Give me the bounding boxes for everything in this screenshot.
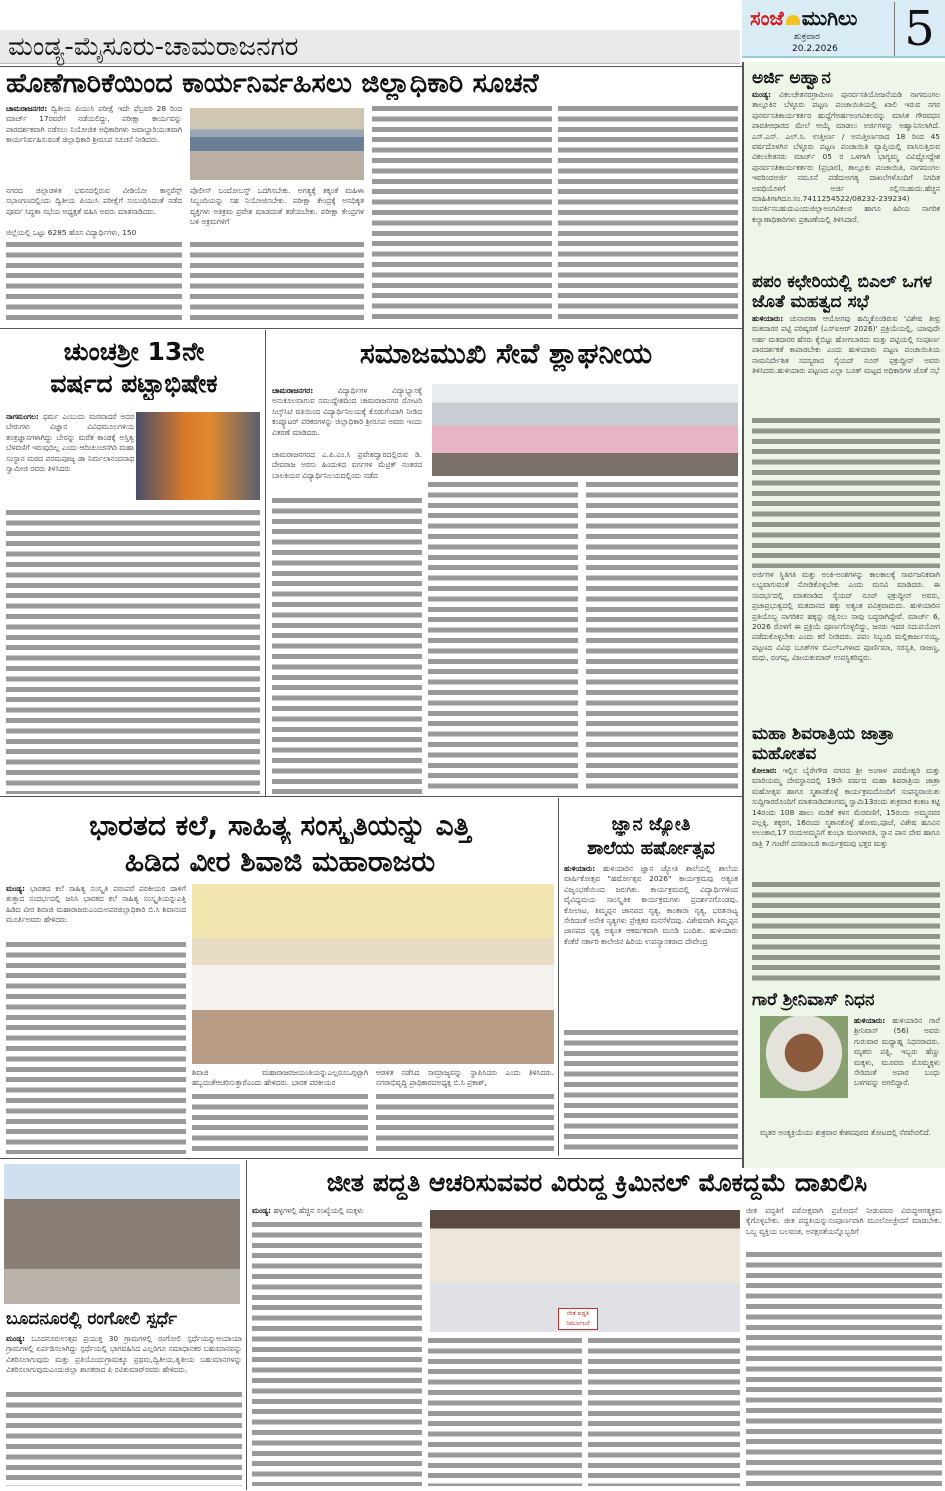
divider [558, 798, 559, 1156]
article-text-block [6, 508, 260, 794]
page-number: 5 [894, 2, 944, 56]
dateline: ನಾಗಮಂಗಲ: [6, 412, 39, 421]
headline-pattabhisheka-line2: ವರ್ಷದ ಪಟ್ಟಾಭಿಷೇಕ [50, 369, 218, 398]
sidebar-text-block [752, 880, 940, 984]
sidebar-appeal-text: ಮಂಡ್ಯ: ವಿಕಲಚೇತನರಗ್ರಾಮೀಣ ಪುನರ್ವಸತಿಯೋಜನೆಯಡಿ ನಾಗಮಂಗಲ ತಾಲ್ಲೂಕಿನ ಬೆಳ್ಳೂರು ಪಟ್ಟಣ ಪಂಚಾಯಿತಿಯಲ್ಲಿ ಖಾಲಿ ಇರುವ ನಗರ ಪುನರ್ವಸತಿಕಾರ್ಯಕರ್ತರ ಹುದ್ದೆಗೆಅರ್ಹಅಂಗವಿಕಲರನ್ನು ಮಾಸಿಕ ಗೌರವಧನ ಪಾವತಿಆಧಾರದ ಮೇಲೆ ಆಯ್ಕೆ ಮಾಡಲು ಅರ್ಜಿಗಳನ್ನು ಅಹ್ವಾನಿಸಲಾಗಿದೆ. ಎಸ್.ಎಸ್. ಎಲ್.ಸಿ. ಉತ್ತೀರ್ಣ / ಅನುತ್ತೀರ್ಣರಾದ 18 ರಿಂದ 45 ವರ್ಷದೊಳಗಿನ ಬೆಳ್ಳೂರು ಪಟ್ಟಣ ಪಂಚಾಯಿತಿ ವ್ಯಾಪ್ತಿಯಲ್ಲಿ ವಾಸಿಸುತ್ತಿರುವ ವಿಕಲಚೇತನರು ಮಾರ್ಚ್ 05 ರ ಒಳಗಾಗಿ ಭಾಗ್ಯಮ್ಮ ವಿವಿಧ್ಧೋದ್ದೇಶ ಪುನರ್ವಸತಿಕಾರ್ಯಕರ್ತರು (ಪ್ರಭಾರ), ತಾಲ್ಲೂಕು ಪಂಚಾಯಿತಿ, ನಾಗಮಂಗಲ ಇವರಿಂದಅರ್ಜಿ ನಮೂನೆ ಪಡೆದುಅಗತ್ಯ ದಾಖಲೆಗಳೊಂದಿಗೆ ನಿಗದಿತ ಅವಧಿಯೊಳಗೆ ಅರ್ಜಿ ಸಲ್ಲಿಸಬಹುದು.ಹೆಚ್ಚಿನ ಮಾಹಿತಿಗಾಗಿದೂ.ಸಂ.7411254522/08232-239234) ಸಂಪರ್ಕಿಸಬಹುದುಎಂದುಜಿಲ್ಲಾಅಂಗವಿಕಲರ ಹಾಗೂ ಹಿರಿಯ ನಾಗರಿಕ ಕಲ್ಯಾಣಾಧಿಕಾರಿಗಳು ಪ್ರಕಟಣೆಯಲ್ಲಿ ತಿಳಿಸಿದಾರೆ. [752, 90, 940, 224]
event-banner-text: ಜೀತ ಪದ್ಧತಿ ನಿರ್ಮೂಲನೆ [558, 1308, 598, 1330]
divider [0, 328, 742, 329]
article-text-block [558, 104, 738, 324]
dateline: ಮಂಡ್ಯ: [6, 1334, 25, 1343]
sidebar-shivaratri-text: ಕೋಲಾರ: ಇಲ್ಲಿನ ಬೈರೇಗೌಡ ನಗರದ ಶ್ರೀ ಅಂಗಾಳ ಪರಮೇಶ್ವರಿ ಮತ್ತು ಮಾರಿಯಮ್ಮ ದೇವಸ್ಥಾನದಲ್ಲಿ 19ನೇ ವರ್ಷದ ಮಹಾ ಶಿವರಾತ್ರಿಯ ಜಾತ್ರಾ ಮಹೋತ್ಸವ ಹಾಗೂ ಸ್ಮಶಾನಕೊಳ್ಳೆ ಕಾರ್ಯಕ್ರಮದೊಂದಿಗೆ ಸಂಪನ್ನವಾಯಿತು ಸುದ್ದಿಗಾರರೊಂದಿಗೆ ಮಾತನಾಡಿದತಂಗಮ್ಮ ಸ್ವಾಮಿ13ರಂದು ಶುಕ್ರವಾರ ಕಂಕಣ ಕಟ್ಟಿ 14ರಂದು 108 ಹಾಲು ಮಡಿಕೆ ಕಳಸ ಮೆರವಣಿಗೆ, 15ರಂದು ಅಮ್ಮನವರ ಪಲ್ಲಕ್ಕಿ, ತಕ್ಕರಗ, 16ರಂದು ಸ್ಮಶಾನಕೊಳ್ಳೆ ಹೋಮ,ಪೂಜೆ, ವಿಶೇಷ ಹೂವಿನ ಅಲಂಕಾರ,17 ರಂದುಅಮ್ಮನಿಗೆ ಕುಂಭಾ ಮಂಗಳಾರತಿ, ಸ್ನಾನ ಪಾನ ದೇವ ಹಾಗೂ ರಾತ್ರಿ 7 ಗಂಟೆಗೆ ದಸವಾಂಬರಿ ಕಾರ್ಯಕ್ರಮವು ಭಕ್ತರ ಮತ್ತು [752, 766, 940, 848]
sun-palm-icon [786, 15, 800, 25]
article-text-block [6, 940, 186, 1154]
headline-service: ಸಮಾಜಮುಖಿ ಸೇವೆ ಶ್ಲಾಘನೀಯ [359, 337, 653, 370]
article-bonded-labour-col3: ಜೀತ ಪದ್ಧತಿಗೆ ಪರೋಕ್ಷವಾಗಿ ಪ್ರಚೋದನೆ ನೀಡುವವರ ವಿರುದ್ಧಆಗತ್ಯಕ್ರಮ ಕೈಗೊಳ್ಳಬೇಕು. ಜೀತ ಪದ್ಧತಿಯನ್ನುಸಂಪೂರ್ಣವಾಗಿ ಮೂಲೋಚ್ಛೇದನೆ ಮಾಡಬೇಕು. ಒಬ್ಬ ವ್ಯಕ್ತಿಯ ಬಲವಂತ, ಅನಕ್ಷರತೆಯನ್ನೊಬ್ಬರಿಗೆ [746, 1206, 942, 1236]
sidebar-headline-appeal: ಅರ್ಜಿ ಅಹ್ವಾನ [752, 68, 831, 88]
article-text-block [272, 496, 422, 794]
sidebar-bla-meeting-text2: ಅರ್ಜಿಗಳ ಸ್ಥಿತಿಗತಿ ಮತ್ತು ಅಂಕಿ-ಅಂಶಗಳನ್ನು ಕಾಲಕಾಲಕ್ಕೆ ಸಾರ್ವಜನಿಕವಾಗಿ ಲಭ್ಯವಾಗುವಂತೆ ನೋಡಿಕೊಳ್ಳಬೇಕು ಎಂದು ಮನವಿ ಮಾಡಿದರು. ಈ ಸಂದರ್ಭದಲ್ಲಿ ಮಾತನಾಡಿದ ಸೈಯದ್ ನೂರ್ ಫಕ್ರುದ್ದೀನ್ ಅವರು, ಪ್ರಜಾಪ್ರಭುತ್ವದಲ್ಲಿ ಮತದಾನದ ಹಕ್ಕು ಅತ್ಯಂತ ಪವಿತ್ರವಾದುದು. ಹುಳಿಯಾರಿನ ಪ್ರತಿಯೊಬ್ಬ ನಾಗರಿಕನ ಹಕ್ಕನ್ನು ರಕ್ಷಿಸಲು ನಾವು ಬದ್ಧರಾಗಿದ್ದೇವೆ. ಮಾರ್ಚ್ 6, 2026 ರೊಳಗೆ ಈ ಪ್ರಕ್ರಿಯೆ ಪೂರ್ಣಗೊಳ್ಳಲಿದ್ದು, ಜನರು ಇದರ ಸದುಪಯೋಗ ಪಡೆದುಕೊಳ್ಳಬೇಕು ಎಂದು ಕರೆ ನೀಡಿದರು. ಪಪಂ ಸಿಬ್ಬಂದಿ ಮಲ್ಲಿಕಾರ್ಜುನಯ್ಯ, ಪಟ್ಟಣದ ವಿವಿಧ ಬೂತ್‌ಗಳ ಬಿಎಲ್‌ಒಗಳಾದ ಪೂರ್ಣಿಮಾ, ಸರಸ್ವತಿ, ರಾಜಣ್ಣ, ಮಧು, ರಂಗಪ್ಪ, ವಿಜಯಕುಮಾರ್ ಉಪಸ್ಥಿತರಿದ್ದರು. [752, 570, 940, 663]
article-rangoli-lead: ಮಂಡ್ಯ: ಬೂದನೂರುಉತ್ಸವ ಪ್ರಯುಕ್ತ 30 ಗ್ರಾಮಗಳಲ್ಲಿ ರಂಗೋಲಿ ಸ್ಪರ್ಧೆಯನ್ನುಆಯಾಯಾ ಗ್ರಾಮಗಳಲ್ಲಿ ಏರ್ಪಡಿಸಲಾಗಿದ್ದು ಸ್ಪರ್ಧೆಯಲ್ಲಿ ಭಾಗವಹಿಸಿದ ಎಲ್ಲರಿಗೂ ಸಮಾಧಾನಕರ ಬಹುಮಾನವನ್ನು ವಿತರಿಸಲಾಗುವುದು ಮತ್ತು ಪ್ರತಿಯೊಂದುಗ್ರಾಮಕ್ಕೂ ಪ್ರಥಮ,ದ್ವಿತೀಯ,ತೃತೀಯ ಬಹುಮಾನಗಳನ್ನು ವಿತರಿಸಲಾಗುವುದುಎಂದುಜಿಲ್ಲಾ ಶಾಸಕರಾದ ಪಿ ರವಿಕುಮಾರ್‌ರವರು ಹೇಳಿದರು. [6, 1334, 242, 1375]
obituary-portrait-photo [760, 1016, 848, 1098]
sidebar-headline-obituary: ಗಾರೆ ಶ್ರೀನಿವಾಸ್ ನಿಧನ [752, 990, 875, 1010]
dateline: ಹುಳಿಯಾರು: [564, 864, 596, 873]
ceremony-photo [136, 412, 260, 500]
divider [0, 66, 742, 67]
dateline: ಕೋಲಾರ: [752, 766, 777, 775]
article-jnana-jyothi-lead: ಹುಳಿಯಾರು: ಹುಳಿಯಾರಿನ ಜ್ಞಾನ ಜ್ಯೋತಿ ಶಾಲೆಯಲ್ಲಿ ಶಾಲೆಯ ವಾರ್ಷಿಕೋತ್ಸವ "ಹರ್ಷೋತ್ಸವ 2026" ಕಾರ್ಯಕ್ರಮವು ಅತ್ಯಂತ ವಿಜೃಂಭಣೆಯಿಂದ ಜರುಗಿತು. ಕಾರ್ಯಕ್ರಮದಲ್ಲಿ ವಿದ್ಯಾರ್ಥಿಗಳಿಂದ ವೈವಿಧ್ಯಮಯ ಸಾಂಸ್ಕೃತಿಕ ಕಾರ್ಯಕ್ರಮಗಳು ಪ್ರದರ್ಶನಗೊಂಡವು. ಕೋಲಾಟ, ತಿಮ್ಮಪ್ಪನ ಜಾನಪದ ನೃತ್ಯ, ಕಾಂತಾರಾ ನೃತ್ಯ, ಭರತನಾಟ್ಯ ಸೇರಿದಂತೆ ಅನೇಕ ನೃತ್ಯಗಳು ಪ್ರೇಕ್ಷಕರ ಮನಸೆಳೆದವು. ವಿಶೇಷವಾಗಿ ತಿಮ್ಮಪ್ಪನ ಜಾನಪದ ನೃತ್ಯ ಅತ್ಯಂತ ಆಕರ್ಷಕವಾಗಿ ಮೂಡಿ ಬಂದಿತು. ಹುಳಿಯಾರು ಕೆಂಕೆರೆ ಸರ್ಕಾರಿ ಕಾಲೇಜಿನ ಹಿರಿಯ ಉಪನ್ಯಾಸಕರಾದ ದೇವೇಂದ್ರ [564, 864, 738, 946]
computer-donation-photo [432, 384, 738, 476]
article-text-block [428, 1336, 582, 1486]
article-text-block [6, 240, 182, 324]
meeting-photo [190, 108, 364, 180]
article-text-block [190, 240, 364, 324]
divider [246, 1160, 247, 1490]
article-text-block [586, 480, 738, 794]
sidebar-headline-shivaratri: ಮಹಾ ಶಿವರಾತ್ರಿಯ ಜಾತ್ರಾ ಮಹೋತವ [752, 724, 895, 764]
sidebar-bla-meeting-text: ಹುಳಿಯಾರು: ಚುನಾವಣಾ ಆಯೋಗವು ಹಮ್ಮಿಕೊಂಡಿರುವ 'ವಿಶೇಷ ತೀವ್ರ ಮತದಾರರ ಪಟ್ಟಿ ಪರಿಷ್ಕರಣೆ (ಎಸ್‌ಐಆರ್ 2026)' ಪ್ರಕ್ರಿಯೆಯಲ್ಲಿ, ಯಾವುದೇ ಅರ್ಹ ಮತದಾರರ ಹೆಸರು ಕೈಬಿಟ್ಟು ಹೋಗಬಾರದು ಮತ್ತು ಪಟ್ಟಿಯಲ್ಲಿ ಸಂಪೂರ್ಣ ಪಾರದರ್ಶಕತೆ ಕಾಪಾಡಬೇಕು ಎಂದು ಹುಳಿಯಾರು ಪಟ್ಟಣ ಪಂಚಾಯಿತಿಯ ನಾಮನಿರ್ದೇಶಿತ ಸದಸ್ಯರಾದ ಸೈಯದ್ ನೂರ್ ಫಕ್ರುದ್ದೀನ್ ಅವರು ತಿಳಿಸಿದರು.ಹುಳಿಯಾರು ಪಟ್ಟಣದ ಎಲ್ಲಾ ಬೂತ್ ಮಟ್ಟದ ಅಧಿಕಾರಿಗಳ ಜೊತೆ ಸಭೆ [752, 314, 940, 376]
headline-pattabhisheka-line1: ಚುಂಚಶ್ರೀ 13ನೇ [63, 337, 205, 366]
headline-jnana-jyothi-line1: ಜ್ಞಾನ ಜ್ಯೋತಿ [611, 814, 691, 835]
headline-shivaji-line1: ಭಾರತದ ಕಲೆ, ಸಾಹಿತ್ಯ ಸಂಸ್ಕೃತಿಯನ್ನು ಎತ್ತಿ [89, 809, 471, 842]
dateline: ಮಂಡ್ಯ: [252, 1206, 271, 1215]
sidebar-text-block [752, 416, 940, 568]
lamp-lighting-photo [192, 884, 554, 1064]
article-bonded-labour-lead: ಮಂಡ್ಯ: ಹಳ್ಳಗಳಲ್ಲಿ ಹೆಚ್ಚಿನ ಸಂಖ್ಯೆಯಲ್ಲಿ ಮಕ್ಕಳು [252, 1206, 364, 1215]
headline-jnana-jyothi-line2: ಶಾಲೆಯ ಹರ್ಷೋತ್ಸವ [587, 838, 715, 859]
article-exam-lead: ಚಾಮರಾಜನಗರ: ದ್ವಿತೀಯ ಪಿಯುಸಿ ಪರೀಕ್ಷೆ ಇದೇ ಫೆಬ್ರವರಿ 28 ರಿಂದ ಮಾರ್ಚ್ 17ರವರೆಗೆ ನಡೆಯಲಿದ್ದು, ಪರೀಕ್ಷಾ ಕಾರ್ಯವನ್ನು ಪಾರದರ್ಶಕವಾಗಿ ನಡೆಸಲು ನಿಯೋಜಿತ ಅಧಿಕಾರಿಗಳು ಜವಾಬ್ದಾರಿಯುತವಾಗಿ ಕಾರ್ಯನಿರ್ವಹಿಸುವಂತೆ ಜಿಲ್ಲಾಧಿಕಾರಿ ಶ್ರೀರೂಪ ಸೂಚನೆ ನೀಡಿದರು. [6, 104, 182, 145]
article-exam-para3: ಜಿಲ್ಲೆಯಲ್ಲಿ ಒಟ್ಟು 6285 ಹೊಸ ವಿದ್ಯಾರ್ಥಿಗಳು, 150 [6, 228, 137, 237]
article-service-lead: ಚಾಮರಾಜನಗರ: ವಿದ್ಯಾರ್ಥಿಗಳ ವಿದ್ಯಾಭ್ಯಾಸಕ್ಕೆ ಅನುಕೂಲವಾಗುವ ಸಮುದ್ದೇಶದಿಂದ ಚಾಮರಾಜನಗರ ರೋಟರಿ ಸಿಲ್ಕ್‌ಸಿಟಿ ವತಿಯಿಂದ ವಿದ್ಯಾರ್ಥಿನಿಲಯಕ್ಕೆ ಕೊಡುಗೆಯಾಗಿ ನೀಡಿದ ಕಂಪ್ಯೂಟರ್ ಪರಿಕರಗಳನ್ನು ಜಿಲ್ಲಾಧಿಕಾರಿ ಶ್ರೀರೂಪ ಅವರು ಇಂದು ವಿತರಣೆ ಮಾಡಿದರು. [272, 386, 422, 437]
rangoli-photo [4, 1164, 240, 1304]
section-title: ಮಂಡ್ಯ-ಮೈಸೂರು-ಚಾಮರಾಜನಗರ [8, 32, 299, 62]
article-shivaji-col2: ಶಿವಾಜಿ ಮಹಾರಾಜರಜಯಂತಿಯನ್ನುಎಲ್ಲರೂಒಗ್ಗಟ್ಟಾಗಿ ಹಬ್ಬದಂತೆಆಚರಿಸುತ್ತಾರೆಎಂದು ಹೇಳಿದರು. ಭಾರತ ಪರಕೀಯರ [192, 1068, 368, 1088]
issue-day: ಶುಕ್ರವಾರ [794, 32, 820, 42]
newspaper-logo [750, 6, 857, 30]
section-title-band [0, 30, 740, 64]
article-pattabhisheka-lead: ನಾಗಮಂಗಲ: ಧರ್ಮ ಎಂಬುದು ಮರವಾದರೆ ಅದರ ಬೇರುಗಳು ವಿಜ್ಞಾನ ವಿವಿಧಮೂಲಗಳಿಯ ತಂತ್ರಜ್ಞಾನಗಳಾಗಿದ್ದು ಬೇರನ್ನು ಮರೆತ ಕಾಂಡಕ್ಕೆ ಅಸ್ತಿತ್ವ ಬೆಳವಣಿಗೆ ಇರುವುದಿಲ್ಲ ಎಂದು ಆದಿಚುಂಚನಗಿರಿ ಮಹಾ ಸಂಸ್ಥಾನ ಮಠದ ಪರಮಪೂಜ್ಯ ಡಾ ನಿರ್ಮಲಾನಂದನಾಥ ಸ್ವಾಮೀಜಿ ರವರು ತಿಳಿಸಿದರು [6, 412, 134, 474]
article-text-block [372, 104, 552, 324]
sidebar-obituary-text: ಹುಳಿಯಾರು: ಹುಳಿಯಾರಿನ ಗಾರೆ ಶ್ರೀನಿವಾಸ್ (56) ಅವರು ಗುರುವಾರ ಮಧ್ಯಾಹ್ನ ನಿಧನರಾದರು. ಮೃತರು ಪತ್ನಿ, ಇಬ್ಬರು ಹೆಣ್ಣು ಮಕ್ಕಳು, ಮೂವರು ಮೊಮ್ಮಕ್ಕಳು ಸೇರಿದಂತೆ ಅಪಾರ ಬಂಧು ಬಳಗವನ್ನು ಅಗಲಿದ್ದಾರೆ. [854, 1016, 940, 1088]
article-exam-para2: ನಗರದ ಜಿಲ್ಲಾಡಳಿತ ಭವನದಲ್ಲಿರುವ ವೀಡಿಯೋ ಕಾನ್ಫರೆನ್ಸ್ ಸಭಾಂಗಣದಲ್ಲಿಂದು ದ್ವಿತೀಯ ಪಿಯುಸಿ ಪರೀಕ್ಷೆಗೆ ಸಂಬಂಧಿಸಿದಂತೆ ನಡೆದ ಪೂರ್ವ ಸಿದ್ಧತಾ ಸಭೆಯ ಅಧ್ಯಕ್ಷತೆ ವಹಿಸಿ ಅವರು ಮಾತನಾಡಿದರು. [6, 186, 182, 216]
article-shivaji-col3: ಆಡಳಿತ ನಡೆಸಿದ ಸಾಮ್ರಾಜ್ಯವನ್ನು ಸ್ಥಾಪಿಸಿದರು ಎಂದು ತಿಳಿಸಿದರು. ನಗರಾಭಿವೃದ್ಧಿ ಪ್ರಾಧಿಕಾರದಅಧ್ಯಕ್ಷ ಬಿ.ಸಿ ಪ್ರಕಾಶ್, [376, 1068, 554, 1088]
sidebar-obituary-text2: ಮೃತರ ಅಂತ್ಯಕ್ರಿಯೆಯು ಶುಕ್ರವಾರ ಕೇಶವಪುರದ ತೋಟದಲ್ಲಿ ನೆರವೇರಲಿದೆ. [760, 1128, 931, 1137]
article-exam-col2: ಪೊಲೀಸ್ ಬಂದೋಬಸ್ತ್ ಒದಗಿಸಬೇಕು. ಅಗತ್ಯಕ್ಕೆ ತಕ್ಕಂತೆ ಮಹಿಳಾ ಸಿಬ್ಬಂದಿಯನ್ನು ಸಹ ನಿಯೋಜಿಸಬೇಕು. ಪರೀಕ್ಷಾ ಕೇಂದ್ರಕ್ಕೆ ಅನಧಿಕೃತ ವ್ಯಕ್ತಿಗಳು ಅತಿಕ್ರಮ ಪ್ರವೇಶ ಮಾಡದಂತೆ ತಡೆಯಬೇಕು. ಪರೀಕ್ಷಾ ಕೇಂದ್ರಗಳ ಬಳಿ ಅಕ್ರಮಗಳಿಗೆ [190, 186, 364, 227]
article-text-block [746, 1250, 942, 1486]
article-text-block [564, 1028, 738, 1154]
headline-shivaji-line2: ಹಿಡಿದ ವೀರ ಶಿವಾಜಿ ಮಹಾರಾಜರು [124, 845, 436, 878]
issue-date: 20.2.2026 [792, 44, 838, 54]
logo-part1: ಸಂಜೆ [750, 6, 784, 30]
dateline: ಮಂಡ್ಯ: [752, 90, 771, 99]
dateline: ಚಾಮರಾಜನಗರ: [272, 386, 314, 395]
article-text-block [588, 1336, 740, 1486]
article-text-block [6, 1390, 242, 1486]
dateline: ಚಾಮರಾಜನಗರ: [6, 104, 48, 113]
masthead [742, 0, 945, 58]
divider [265, 330, 266, 796]
article-text-block [192, 1092, 368, 1154]
article-service-para2: ಚಾಮರಾಜನಗರದ ಎ.ಪಿ.ಎಂ.ಸಿ ಪ್ರವೇಶದ್ವಾರದಲ್ಲಿರುವ ಡಿ. ದೇವರಾಜ ಅರಸು ಹಿಂದುಳಿದ ವರ್ಗಗಳ ಮೆಟ್ರಿಕ್ ನಂತರದ ಬಾಲಕಿಯರ ವಿದ್ಯಾರ್ಥಿನಿಲಯದಲ್ಲಿಂದು ನಡೆದ [272, 450, 422, 480]
article-shivaji-lead: ಮಂಡ್ಯ: ಭಾರತದ ಕಲೆ ಸಾಹಿತ್ಯ ಸಂಸ್ಕೃತಿ ಪರಂಪರೆ ಪರಕೀಯರ ದಾಳಿಗೆ ತುತ್ತಾದ ಸಂದರ್ಭದಲ್ಲಿ ಜನಿಸಿ ಭಾರತದ ಕಲೆ ಸಾಹಿತ್ಯ ಸಂಸ್ಕೃತಿಯನ್ನುಎತ್ತಿ ಹಿಡಿದ ವೀರ ಶಿವಾಜಿ ಮಹಾರಾಜರುಎಂದುಅಪರಜಿಲ್ಲಾಧಿಕಾರಿ ಬಿ.ಸಿ ಶಿವಾನಂದ ಮೂರ್ತಿಅವರು ಹೇಳಿದರು. [6, 884, 186, 925]
sidebar-headline-bla-meeting: ಪಪಂ ಕಛೇರಿಯಲ್ಲಿ ಬಿಎಲ್ ಒಗಳ ಜೊತೆ ಮಹತ್ವದ ಸಭೆ [752, 272, 933, 312]
dateline: ಮಂಡ್ಯ: [6, 884, 25, 893]
sidebar [742, 62, 945, 1168]
article-text-block [252, 1220, 422, 1486]
logo-part2: ಮುಗಿಲು [801, 6, 858, 30]
headline-bonded-labour: ಜೀತ ಪದ್ಧತಿ ಆಚರಿಸುವವರ ವಿರುದ್ಧ ಕ್ರಿಮಿನಲ್ ಮೊಕದ್ದಮೆ ದಾಖಲಿಸಿ [326, 1168, 868, 1197]
dateline: ಹುಳಿಯಾರು: [854, 1016, 886, 1025]
divider [0, 796, 742, 797]
headline-exam: ಹೊಣೆಗಾರಿಕೆಯಿಂದ ಕಾರ್ಯನಿರ್ವಹಿಸಲು ಜಿಲ್ಲಾಧಿಕಾರಿ ಸೂಚನೆ [6, 68, 539, 99]
bonded-labour-event-photo [430, 1210, 740, 1332]
dateline: ಹುಳಿಯಾರು: [752, 314, 784, 323]
headline-rangoli: ಬೂದನೂರಲ್ಲಿ ರಂಗೋಲಿ ಸ್ಪರ್ಧೆ [6, 1309, 178, 1329]
article-text-block [376, 1092, 554, 1154]
article-text-block [428, 480, 578, 794]
